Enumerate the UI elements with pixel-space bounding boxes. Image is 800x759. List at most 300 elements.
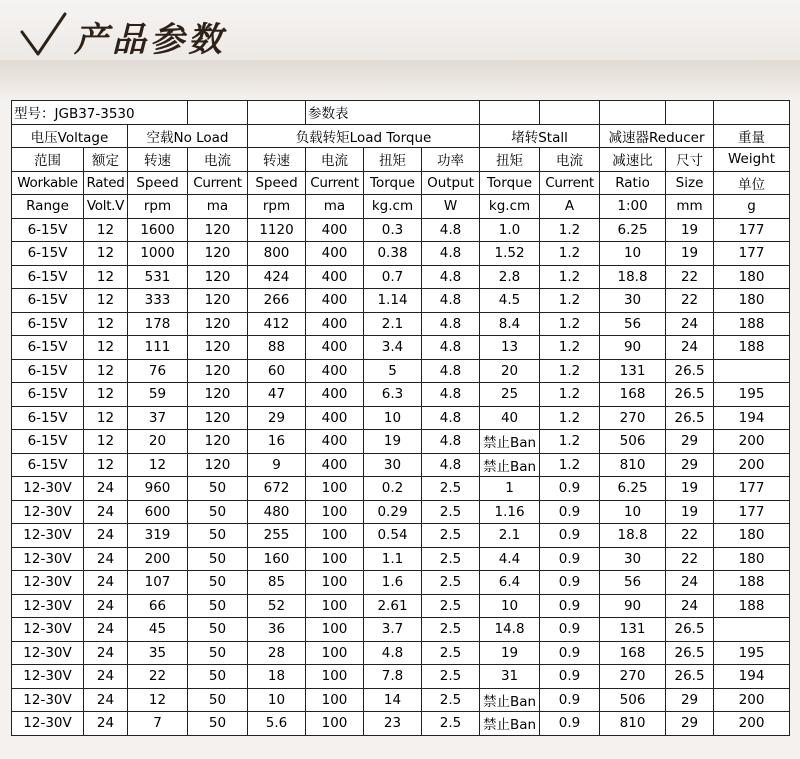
column-header: 电流 bbox=[188, 148, 248, 172]
table-cell: 531 bbox=[128, 265, 188, 289]
table-cell: 0.29 bbox=[364, 500, 422, 524]
unit-header: A bbox=[540, 195, 600, 219]
unit-header: Range bbox=[12, 195, 84, 219]
table-row bbox=[12, 665, 790, 689]
table-cell: 19 bbox=[666, 242, 714, 266]
table-cell: 12 bbox=[84, 218, 128, 242]
header-divider bbox=[0, 60, 800, 100]
table-cell: 100 bbox=[306, 571, 364, 595]
voltage-group-header: 电压Voltage bbox=[12, 124, 128, 148]
table-cell: 1000 bbox=[128, 242, 188, 266]
table-cell: 2.1 bbox=[480, 524, 540, 548]
unit-header: ma bbox=[306, 195, 364, 219]
table-cell: 24 bbox=[84, 524, 128, 548]
table-cell: 200 bbox=[714, 712, 790, 736]
no-load-group-header: 空载No Load bbox=[128, 124, 248, 148]
table-cell: 120 bbox=[188, 383, 248, 407]
column-header: Current bbox=[306, 171, 364, 195]
table-cell: 29 bbox=[666, 430, 714, 454]
table-cell: 160 bbox=[248, 547, 306, 571]
table-cell: 120 bbox=[188, 265, 248, 289]
blank-cell bbox=[600, 101, 666, 125]
stall-group-header: 堵转Stall bbox=[480, 124, 600, 148]
table-cell: 26.5 bbox=[666, 641, 714, 665]
table-cell: 1.1 bbox=[364, 547, 422, 571]
column-header: Current bbox=[188, 171, 248, 195]
column-header: Workable bbox=[12, 171, 84, 195]
unit-header: rpm bbox=[128, 195, 188, 219]
table-cell: 2.5 bbox=[422, 665, 480, 689]
table-row bbox=[12, 383, 790, 407]
table-cell: 12 bbox=[84, 430, 128, 454]
table-cell: 188 bbox=[714, 336, 790, 360]
table-cell: 100 bbox=[306, 594, 364, 618]
table-cell: 1.0 bbox=[480, 218, 540, 242]
table-cell: 19 bbox=[666, 500, 714, 524]
table-cell: 194 bbox=[714, 665, 790, 689]
table-cell: 18.8 bbox=[600, 524, 666, 548]
table-cell: 1.52 bbox=[480, 242, 540, 266]
table-cell: 100 bbox=[306, 500, 364, 524]
table-cell: 4.8 bbox=[422, 383, 480, 407]
table-cell: 禁止Ban bbox=[480, 430, 540, 454]
table-cell: 4.4 bbox=[480, 547, 540, 571]
table-cell: 66 bbox=[128, 594, 188, 618]
table-cell: 400 bbox=[306, 430, 364, 454]
table-cell: 0.38 bbox=[364, 242, 422, 266]
table-row bbox=[12, 336, 790, 360]
table-cell: 85 bbox=[248, 571, 306, 595]
table-cell: 1.2 bbox=[540, 218, 600, 242]
table-cell: 2.5 bbox=[422, 547, 480, 571]
table-cell: 188 bbox=[714, 571, 790, 595]
table-cell: 24 bbox=[666, 594, 714, 618]
table-cell: 6-15V bbox=[12, 383, 84, 407]
unit-header: ma bbox=[188, 195, 248, 219]
table-cell: 9 bbox=[248, 453, 306, 477]
table-cell: 2.5 bbox=[422, 688, 480, 712]
check-mark-icon bbox=[18, 10, 68, 60]
table-cell: 0.9 bbox=[540, 618, 600, 642]
table-cell: 177 bbox=[714, 218, 790, 242]
table-cell: 120 bbox=[188, 453, 248, 477]
table-cell: 76 bbox=[128, 359, 188, 383]
table-cell: 24 bbox=[84, 712, 128, 736]
table-cell: 50 bbox=[188, 665, 248, 689]
weight-group-header: 重量 bbox=[714, 124, 790, 148]
table-cell: 24 bbox=[666, 312, 714, 336]
table-cell: 59 bbox=[128, 383, 188, 407]
table-cell: 2.8 bbox=[480, 265, 540, 289]
table-cell: 12 bbox=[84, 359, 128, 383]
table-row bbox=[12, 477, 790, 501]
table-cell: 100 bbox=[306, 547, 364, 571]
table-cell: 31 bbox=[480, 665, 540, 689]
table-group-header-row bbox=[12, 124, 790, 148]
table-cell: 506 bbox=[600, 430, 666, 454]
table-cell: 29 bbox=[248, 406, 306, 430]
table-cell: 120 bbox=[188, 218, 248, 242]
table-cell: 24 bbox=[84, 571, 128, 595]
table-cell bbox=[714, 359, 790, 383]
table-cell: 22 bbox=[666, 547, 714, 571]
table-cell: 100 bbox=[306, 524, 364, 548]
table-cell: 50 bbox=[188, 688, 248, 712]
table-cell: 12-30V bbox=[12, 500, 84, 524]
page-title: 产品参数 bbox=[74, 20, 226, 60]
table-row bbox=[12, 618, 790, 642]
table-cell: 424 bbox=[248, 265, 306, 289]
table-cell: 20 bbox=[128, 430, 188, 454]
table-cell bbox=[714, 618, 790, 642]
table-cell: 37 bbox=[128, 406, 188, 430]
table-cell: 12-30V bbox=[12, 712, 84, 736]
unit-header: Volt.V bbox=[84, 195, 128, 219]
table-cell: 7 bbox=[128, 712, 188, 736]
table-row bbox=[12, 453, 790, 477]
table-cell: 400 bbox=[306, 406, 364, 430]
column-header: Rated bbox=[84, 171, 128, 195]
table-cell: 19 bbox=[364, 430, 422, 454]
table-cell: 0.9 bbox=[540, 688, 600, 712]
table-row bbox=[12, 265, 790, 289]
spec-table-container bbox=[11, 100, 789, 736]
table-cell: 6-15V bbox=[12, 242, 84, 266]
table-cell: 400 bbox=[306, 242, 364, 266]
table-cell: 36 bbox=[248, 618, 306, 642]
table-cell: 6-15V bbox=[12, 453, 84, 477]
table-cell: 50 bbox=[188, 477, 248, 501]
table-row bbox=[12, 547, 790, 571]
table-cell: 1.2 bbox=[540, 242, 600, 266]
column-header: 电流 bbox=[540, 148, 600, 172]
table-cell: 35 bbox=[128, 641, 188, 665]
unit-header: kg.cm bbox=[480, 195, 540, 219]
table-cell: 24 bbox=[84, 665, 128, 689]
table-cell: 12 bbox=[84, 453, 128, 477]
table-cell: 107 bbox=[128, 571, 188, 595]
table-cell: 100 bbox=[306, 641, 364, 665]
table-cell: 0.9 bbox=[540, 547, 600, 571]
table-cell: 270 bbox=[600, 406, 666, 430]
column-header: Torque bbox=[364, 171, 422, 195]
table-cell: 2.5 bbox=[422, 477, 480, 501]
column-header: 电流 bbox=[306, 148, 364, 172]
table-row bbox=[12, 242, 790, 266]
table-cell: 88 bbox=[248, 336, 306, 360]
table-cell: 0.9 bbox=[540, 665, 600, 689]
table-cell: 26.5 bbox=[666, 618, 714, 642]
table-cell: 24 bbox=[84, 547, 128, 571]
table-cell: 195 bbox=[714, 383, 790, 407]
table-cell: 0.9 bbox=[540, 571, 600, 595]
table-cell: 6-15V bbox=[12, 312, 84, 336]
blank-cell bbox=[714, 101, 790, 125]
table-cell: 56 bbox=[600, 571, 666, 595]
model-cell: 型号：JGB37-3530 bbox=[12, 101, 188, 125]
table-cell: 180 bbox=[714, 265, 790, 289]
column-header: Speed bbox=[128, 171, 188, 195]
table-cell: 24 bbox=[84, 618, 128, 642]
table-header-row-units bbox=[12, 195, 790, 219]
table-cell: 6-15V bbox=[12, 289, 84, 313]
table-cell: 194 bbox=[714, 406, 790, 430]
table-cell: 22 bbox=[128, 665, 188, 689]
table-cell: 672 bbox=[248, 477, 306, 501]
table-cell: 333 bbox=[128, 289, 188, 313]
table-cell: 188 bbox=[714, 312, 790, 336]
table-cell: 2.1 bbox=[364, 312, 422, 336]
table-cell: 12 bbox=[84, 265, 128, 289]
table-cell: 14 bbox=[364, 688, 422, 712]
table-header-row-chinese bbox=[12, 148, 790, 172]
table-cell: 960 bbox=[128, 477, 188, 501]
table-cell: 178 bbox=[128, 312, 188, 336]
unit-header: g bbox=[714, 195, 790, 219]
table-cell: 4.8 bbox=[364, 641, 422, 665]
blank-cell bbox=[188, 101, 248, 125]
unit-header: W bbox=[422, 195, 480, 219]
table-row bbox=[12, 359, 790, 383]
table-cell: 810 bbox=[600, 712, 666, 736]
table-row bbox=[12, 312, 790, 336]
table-cell: 4.8 bbox=[422, 336, 480, 360]
table-cell: 5.6 bbox=[248, 712, 306, 736]
load-torque-group-header: 负载转矩Load Torque bbox=[248, 124, 480, 148]
table-cell: 180 bbox=[714, 289, 790, 313]
unit-header: 1:00 bbox=[600, 195, 666, 219]
table-cell: 1.2 bbox=[540, 359, 600, 383]
table-cell: 禁止Ban bbox=[480, 712, 540, 736]
table-cell: 22 bbox=[666, 265, 714, 289]
table-cell: 12 bbox=[84, 383, 128, 407]
table-cell: 6-15V bbox=[12, 265, 84, 289]
table-cell: 2.61 bbox=[364, 594, 422, 618]
table-cell: 12-30V bbox=[12, 571, 84, 595]
unit-header: mm bbox=[666, 195, 714, 219]
table-row bbox=[12, 524, 790, 548]
blank-cell bbox=[248, 101, 306, 125]
table-cell: 0.9 bbox=[540, 641, 600, 665]
table-cell: 50 bbox=[188, 500, 248, 524]
table-cell: 50 bbox=[188, 712, 248, 736]
table-row bbox=[12, 641, 790, 665]
table-cell: 6-15V bbox=[12, 218, 84, 242]
table-cell: 25 bbox=[480, 383, 540, 407]
table-cell: 26.5 bbox=[666, 406, 714, 430]
column-header: 转速 bbox=[248, 148, 306, 172]
table-cell: 12-30V bbox=[12, 547, 84, 571]
table-cell: 100 bbox=[306, 688, 364, 712]
table-cell: 6.4 bbox=[480, 571, 540, 595]
table-cell: 24 bbox=[84, 641, 128, 665]
table-cell: 禁止Ban bbox=[480, 688, 540, 712]
table-cell: 20 bbox=[480, 359, 540, 383]
table-cell: 1.2 bbox=[540, 453, 600, 477]
column-header: Weight bbox=[714, 148, 790, 172]
table-cell: 16 bbox=[248, 430, 306, 454]
table-cell: 10 bbox=[600, 500, 666, 524]
table-cell: 90 bbox=[600, 336, 666, 360]
table-cell: 12 bbox=[84, 242, 128, 266]
table-cell: 4.8 bbox=[422, 265, 480, 289]
column-header: Current bbox=[540, 171, 600, 195]
table-row bbox=[12, 289, 790, 313]
table-cell: 1.2 bbox=[540, 265, 600, 289]
table-cell: 400 bbox=[306, 312, 364, 336]
blank-cell bbox=[540, 101, 600, 125]
table-row bbox=[12, 406, 790, 430]
table-cell: 18.8 bbox=[600, 265, 666, 289]
table-cell: 2.5 bbox=[422, 594, 480, 618]
table-cell: 10 bbox=[248, 688, 306, 712]
table-title-row bbox=[12, 101, 790, 125]
table-cell: 10 bbox=[600, 242, 666, 266]
table-cell: 111 bbox=[128, 336, 188, 360]
table-row bbox=[12, 594, 790, 618]
table-cell: 2.5 bbox=[422, 571, 480, 595]
table-cell: 4.8 bbox=[422, 453, 480, 477]
table-cell: 131 bbox=[600, 359, 666, 383]
table-cell: 4.5 bbox=[480, 289, 540, 313]
table-cell: 1.2 bbox=[540, 312, 600, 336]
table-cell: 22 bbox=[666, 524, 714, 548]
table-cell: 3.4 bbox=[364, 336, 422, 360]
table-cell: 12 bbox=[128, 453, 188, 477]
table-cell: 120 bbox=[188, 406, 248, 430]
table-cell: 0.9 bbox=[540, 712, 600, 736]
unit-header: kg.cm bbox=[364, 195, 422, 219]
table-cell: 50 bbox=[188, 524, 248, 548]
table-cell: 10 bbox=[480, 594, 540, 618]
column-header: 范围 bbox=[12, 148, 84, 172]
table-cell: 120 bbox=[188, 289, 248, 313]
table-cell: 60 bbox=[248, 359, 306, 383]
table-cell: 1.2 bbox=[540, 430, 600, 454]
table-cell: 810 bbox=[600, 453, 666, 477]
table-cell: 400 bbox=[306, 453, 364, 477]
table-cell: 180 bbox=[714, 547, 790, 571]
table-cell: 23 bbox=[364, 712, 422, 736]
table-cell: 480 bbox=[248, 500, 306, 524]
table-cell: 6.3 bbox=[364, 383, 422, 407]
table-cell: 506 bbox=[600, 688, 666, 712]
table-cell: 168 bbox=[600, 383, 666, 407]
table-cell: 24 bbox=[84, 500, 128, 524]
table-cell: 400 bbox=[306, 289, 364, 313]
table-cell: 45 bbox=[128, 618, 188, 642]
table-cell: 168 bbox=[600, 641, 666, 665]
table-cell: 200 bbox=[714, 688, 790, 712]
table-cell: 0.2 bbox=[364, 477, 422, 501]
column-header: 尺寸 bbox=[666, 148, 714, 172]
table-cell: 5 bbox=[364, 359, 422, 383]
table-cell: 29 bbox=[666, 453, 714, 477]
column-header: Ratio bbox=[600, 171, 666, 195]
table-cell: 100 bbox=[306, 712, 364, 736]
table-cell: 0.9 bbox=[540, 524, 600, 548]
table-cell: 12-30V bbox=[12, 477, 84, 501]
table-cell: 400 bbox=[306, 218, 364, 242]
table-cell: 12 bbox=[128, 688, 188, 712]
table-cell: 29 bbox=[666, 688, 714, 712]
table-cell: 400 bbox=[306, 383, 364, 407]
blank-cell bbox=[666, 101, 714, 125]
table-cell: 4.8 bbox=[422, 430, 480, 454]
table-cell: 266 bbox=[248, 289, 306, 313]
table-row bbox=[12, 430, 790, 454]
table-cell: 24 bbox=[666, 336, 714, 360]
table-cell: 24 bbox=[84, 477, 128, 501]
table-cell: 0.9 bbox=[540, 477, 600, 501]
table-cell: 22 bbox=[666, 289, 714, 313]
table-cell: 13 bbox=[480, 336, 540, 360]
table-row bbox=[12, 688, 790, 712]
table-cell: 0.7 bbox=[364, 265, 422, 289]
table-cell: 4.8 bbox=[422, 312, 480, 336]
table-cell: 12-30V bbox=[12, 524, 84, 548]
table-header-row-english bbox=[12, 171, 790, 195]
table-cell: 12 bbox=[84, 289, 128, 313]
table-cell: 24 bbox=[84, 688, 128, 712]
table-cell: 200 bbox=[714, 453, 790, 477]
table-cell: 270 bbox=[600, 665, 666, 689]
table-cell: 4.8 bbox=[422, 289, 480, 313]
table-cell: 52 bbox=[248, 594, 306, 618]
column-header: Speed bbox=[248, 171, 306, 195]
table-cell: 8.4 bbox=[480, 312, 540, 336]
unit-header: rpm bbox=[248, 195, 306, 219]
table-cell: 6-15V bbox=[12, 359, 84, 383]
table-cell: 30 bbox=[600, 547, 666, 571]
table-cell: 26.5 bbox=[666, 383, 714, 407]
table-row bbox=[12, 500, 790, 524]
table-cell: 0.54 bbox=[364, 524, 422, 548]
table-cell: 26.5 bbox=[666, 359, 714, 383]
table-cell: 319 bbox=[128, 524, 188, 548]
table-cell: 1.6 bbox=[364, 571, 422, 595]
table-cell: 0.9 bbox=[540, 594, 600, 618]
table-cell: 400 bbox=[306, 359, 364, 383]
column-header: 额定 bbox=[84, 148, 128, 172]
table-cell: 100 bbox=[306, 477, 364, 501]
table-cell: 12 bbox=[84, 312, 128, 336]
table-cell: 180 bbox=[714, 524, 790, 548]
column-header: 扭矩 bbox=[480, 148, 540, 172]
table-cell: 24 bbox=[666, 571, 714, 595]
table-cell: 131 bbox=[600, 618, 666, 642]
table-cell: 19 bbox=[666, 477, 714, 501]
table-cell: 255 bbox=[248, 524, 306, 548]
table-cell: 2.5 bbox=[422, 712, 480, 736]
table-cell: 200 bbox=[128, 547, 188, 571]
table-cell: 12-30V bbox=[12, 688, 84, 712]
table-cell: 800 bbox=[248, 242, 306, 266]
column-header: Output bbox=[422, 171, 480, 195]
table-cell: 3.7 bbox=[364, 618, 422, 642]
table-cell: 177 bbox=[714, 500, 790, 524]
table-cell: 90 bbox=[600, 594, 666, 618]
table-cell: 100 bbox=[306, 665, 364, 689]
table-cell: 2.5 bbox=[422, 641, 480, 665]
table-cell: 18 bbox=[248, 665, 306, 689]
table-cell: 2.5 bbox=[422, 500, 480, 524]
table-cell: 120 bbox=[188, 359, 248, 383]
table-row bbox=[12, 712, 790, 736]
table-cell: 50 bbox=[188, 571, 248, 595]
table-cell: 400 bbox=[306, 336, 364, 360]
table-cell: 188 bbox=[714, 594, 790, 618]
